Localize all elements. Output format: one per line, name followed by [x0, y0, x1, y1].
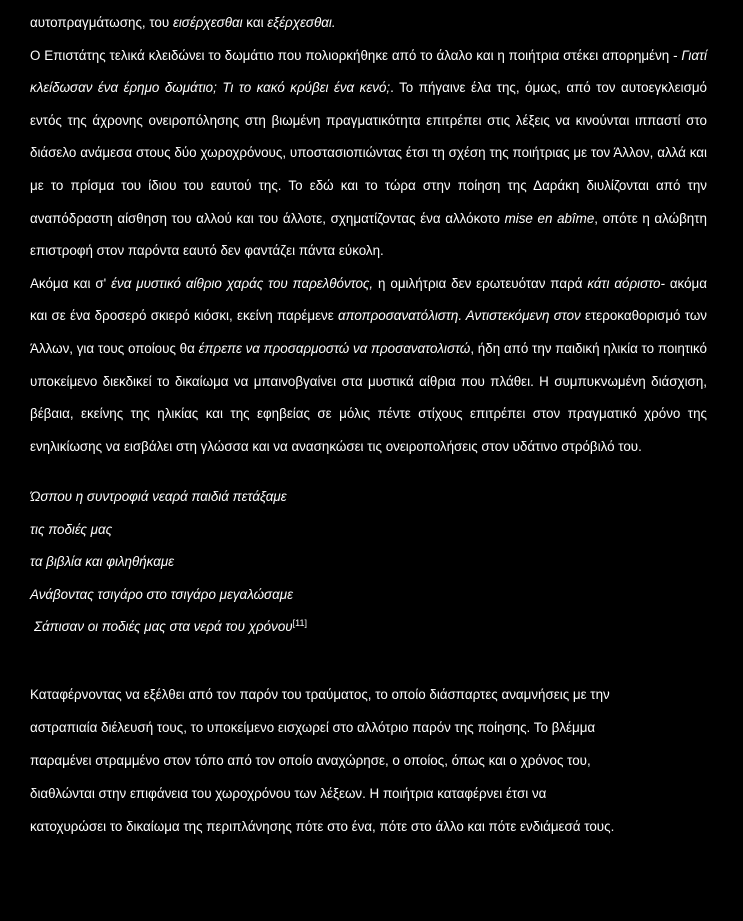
paragraph-epistatis: [30, 40, 707, 268]
text-run: ακόμα και σε ένα δροσερό σκιερό κιόσκι, εκείνη παρέμενε: [30, 275, 707, 324]
closing-line-4: διαθλώνται στην επιφάνεια του χωροχρόνου των λέξεων. Η ποιήτρια καταφέρνει έτσι να: [30, 785, 547, 801]
italic-term: mise en abîme: [504, 210, 595, 226]
poem-line-1: Ώσπου η συντροφιά νεαρά παιδιά πετάξαμε: [30, 489, 287, 505]
text-run: Ακόμα και σ': [30, 275, 112, 291]
footnote-reference[interactable]: [11]: [292, 618, 307, 629]
italic-run: εξέρχεσθαι.: [267, 15, 336, 30]
poem-line-5-text: Σάπισαν οι ποδιές μας στα νερά του χρόνου: [34, 619, 293, 635]
text-run: αυτοπραγμάτωσης, του: [30, 15, 173, 30]
italic-quote: Γιατί κλείδωσαν ένα έρημο δωμάτιο; Τι το κακό κρύβει ένα κενό;: [30, 47, 707, 96]
text-run: Ο Επιστάτης τελικά κλειδώνει το δωμάτιο που πολιορκήθηκε από το άλαλο και η ποιήτρια στέκει απορημένη -: [30, 47, 682, 63]
italic-quote: έπρεπε να προσαρμοστώ να προσανατολιστώ: [198, 340, 471, 356]
paragraph-aithrio: [30, 268, 707, 464]
closing-line-3: παραμένει στραμμένο στον τόπο από τον οποίο αναχώρησε, ο οποίος, όπως και ο χρόνος του,: [30, 752, 591, 768]
poem-excerpt: [30, 481, 707, 644]
italic-run: εισέρχεσθαι: [172, 15, 243, 30]
closing-line-5: κατοχυρώσει το δικαίωμα της περιπλάνησης πότε στο ένα, πότε στο άλλο και πότε ενδιάμεσά τους.: [30, 818, 615, 834]
italic-quote: κάτι αόριστο-: [587, 275, 665, 291]
paragraph-intro-fragment: [30, 7, 707, 40]
poem-line-3: τα βιβλία και φιληθήκαμε: [30, 554, 175, 570]
closing-line-1: Καταφέρνοντας να εξέλθει από τον παρόν του τραύματος, το οποίο διάσπαρτες αναμνήσεις με την: [30, 686, 610, 702]
paragraph-closing: [30, 678, 707, 843]
text-run: και: [242, 15, 268, 30]
italic-quote: αποπροσανατόλιστη. Αντιστεκόμενη στον: [337, 308, 581, 324]
poem-line-2: τις ποδιές μας: [30, 521, 113, 537]
closing-line-2: αστραπιαία διέλευσή τους, το υποκείμενο εισχωρεί στο αλλότριο παρόν της ποίησης. Το βλέμμα: [30, 719, 596, 735]
text-run: ετεροκαθορισμό των Άλλων, για τους οποίους θα: [30, 308, 707, 356]
text-run: , οπότε η αλώβητη επιστροφή στον παρόντα εαυτό δεν φαντάζει πάντα εύκολη.: [30, 210, 707, 259]
text-run: . Το πήγαινε έλα της, όμως, από τον αυτοεγκλεισμό εντός της άχρονης ονειροπόλησης στη βιωμένη πραγματικότητα επιτρέπει στις λέξεις να κινούνται ιππαστί στο διάσελο ανάμεσα στους δύο χωροχρόνους, υποστασιοπιώντας έτσι τη σχέση της ποιήτριας με τον Άλλον, αλλά και με το πρίσμα του ίδιου του εαυτού της. Το εδώ και το τώρα στην ποίηση της Δαράκη διυλίζονται από την αναπόδραστη αίσθηση του αλλού και του άλλοτε, σχηματίζοντας ένα αλλόκοτο: [30, 80, 707, 226]
poem-line-5: [30, 611, 707, 644]
italic-quote: ένα μυστικό αίθριο χαράς του παρελθόντος,: [111, 275, 374, 291]
text-run: η ομιλήτρια δεν ερωτευόταν παρά: [373, 275, 588, 291]
text-run: , ήδη από την παιδική ηλικία το ποιητικό υποκείμενο διεκδικεί το δικαίωμα να μπαινοβγαίνει στα μυστικά αίθρια που πλάθει. Η συμπυκνωμένη διάσχιση, βέβαια, εκείνης της ηλικίας και της εφηβείας σε μόλις πέντε στίχους επιτρέπει στον πραγματικό χρόνο της ενηλικίωσης να εισβάλει στη γλώσσα και να ανασηκώσει τις ονειροπολήσεις στον υδάτινο στρόβιλό του.: [30, 340, 708, 454]
poem-line-4: Ανάβοντας τσιγάρο στο τσιγάρο μεγαλώσαμε: [30, 586, 293, 602]
